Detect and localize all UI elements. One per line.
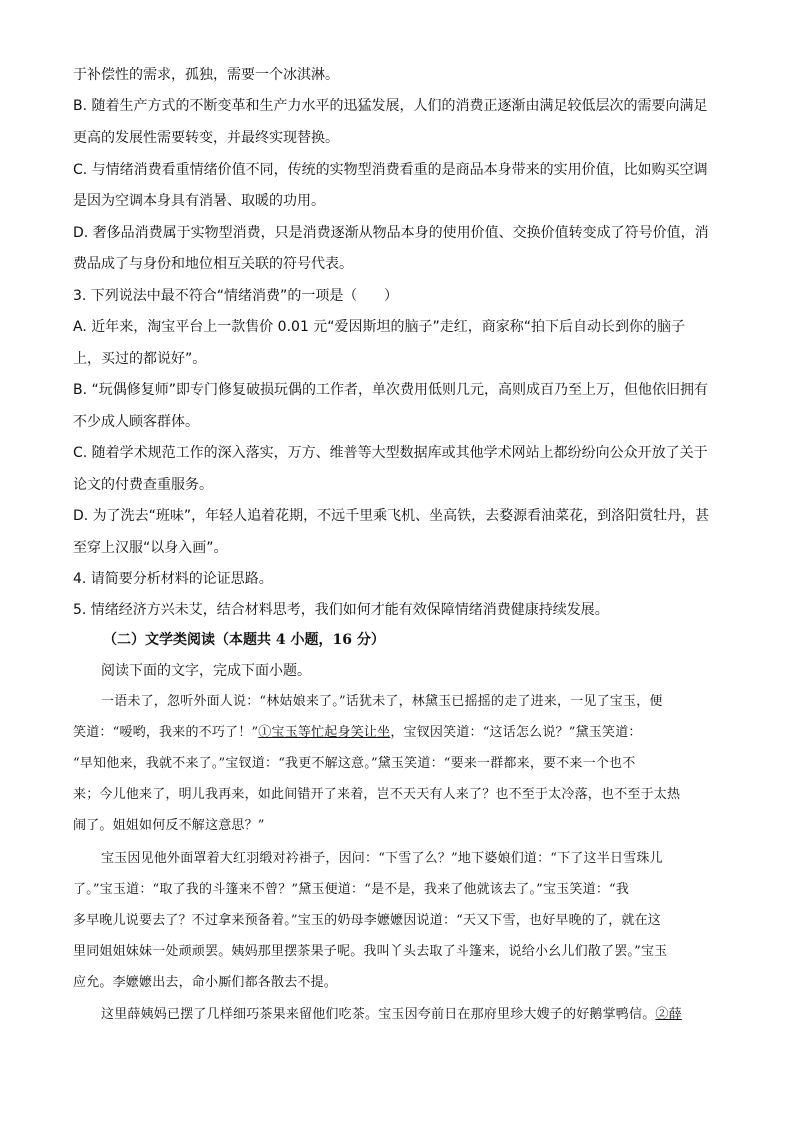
passage-p1-line-4: 来；今儿他来了，明儿我再来，如此间错开了来着，岂不天天有人来了？也不至于太冷落，也不至于太热 [73, 787, 681, 802]
underlined-mark-2: ②薛 [655, 1007, 682, 1022]
option-c-line-2: 是因为空调本身具有消暑、取暖的功用。 [73, 193, 325, 209]
section-heading: （二）文学类阅读（本题共 4 小题，16 分） [103, 632, 385, 648]
passage-p2-line-1: 宝玉因见他外面罩着大红羽缎对衿褂子，因问：“下雪了么？”地下婆娘们道：“下了这半日雪珠儿 [101, 851, 663, 866]
underlined-mark-1: ①宝玉等忙起身笑让坐 [258, 725, 391, 740]
reading-instruction: 阅读下面的文字，完成下面小题。 [101, 663, 311, 679]
option-a-continued: 于补偿性的需求，孤独，需要一个冰淇淋。 [73, 67, 339, 83]
q3-option-c-line-2: 论文的付费查重服务。 [73, 477, 213, 493]
passage-text: 这里薛姨妈已摆了几样细巧茶果来留他们吃茶。宝玉因夸前日在那府里珍大嫂子的好鹅掌鸭信。 [101, 1007, 656, 1022]
q3-option-d-line-1: D. 为了洗去“班味”，年轻人追着花期，不远千里乘飞机、坐高铁，去婺源看油菜花，到洛阳赏牡丹，甚 [73, 508, 710, 524]
option-b-line-2: 更高的发展性需要转变，并最终实现替换。 [73, 130, 339, 146]
q3-option-b-line-2: 不少成人顾客群体。 [73, 414, 199, 430]
passage-p3-line-1 [101, 1005, 682, 1025]
q3-option-b-line-1: B. “玩偶修复师”即专门修复破损玩偶的工作者，单次费用低则几元，高则成百乃至上万，但他依旧拥有 [73, 382, 709, 398]
option-d-line-2: 费品成了与身份和地位相互关联的符号代表。 [73, 256, 353, 272]
option-b-line-1: B. 随着生产方式的不断变革和生产力水平的迅猛发展，人们的消费正逐渐由满足较低层次的需要向满足 [73, 98, 708, 114]
passage-p1-line-5: 闹了。姐姐如何反不解这意思？” [73, 818, 265, 833]
q3-option-d-line-2: 至穿上汉服“以身入画”。 [73, 540, 228, 556]
option-c-line-1: C. 与情绪消费看重情绪价值不同，传统的实物型消费看重的是商品本身带来的实用价值，比如购买空调 [73, 162, 708, 178]
passage-p1-line-1: 一语未了，忽听外面人说：“林姑娘来了。”话犹未了，林黛玉已摇摇的走了进来，一见了宝玉，便 [101, 694, 663, 709]
passage-p1-line-3: “早知他来，我就不来了。”宝钗道：“我更不解这意。”黛玉笑道：“要来一群都来，要不来一个也不 [73, 756, 636, 771]
passage-p2-line-2: 了。”宝玉道：“取了我的斗篷来不曾？”黛玉便道：“是不是，我来了他就该去了。”宝玉笑道：“我 [73, 882, 630, 897]
passage-text: ，宝钗因笑道：“这话怎么说？”黛玉笑道： [390, 725, 642, 740]
passage-p2-line-5: 应允。李嬷嬷出去，命小厮们都各散去不提。 [73, 975, 338, 990]
passage-p1-line-2 [73, 723, 642, 743]
question-5: 5. 情绪经济方兴未艾，结合材料思考，我们如何才能有效保障情绪消费健康持续发展。 [73, 602, 609, 618]
passage-text: 笑道：“嗳哟，我来的不巧了！” [73, 725, 259, 740]
q3-option-a-line-2: 上，买过的都说好”。 [73, 351, 207, 367]
passage-p2-line-4: 里同姐姐妹妹一处顽顽罢。姨妈那里摆茶果子呢。我叫丫头去取了斗篷来，说给小幺儿们散了罢。”宝玉 [73, 944, 668, 959]
question-3: 3. 下列说法中最不符合“情绪消费”的一项是（ ） [73, 288, 399, 304]
q3-option-a-line-1: A. 近年来，淘宝平台上一款售价 0.01 元“爱因斯坦的脑子”走红，商家称“拍下后自动长到你的脑子 [73, 319, 686, 335]
question-4: 4. 请简要分析材料的论证思路。 [73, 571, 273, 587]
q3-option-c-line-1: C. 随着学术规范工作的深入落实，万方、维普等大型数据库或其他学术网站上都纷纷向公众开放了关于 [73, 445, 708, 461]
option-d-line-1: D. 奢侈品消费属于实物型消费，只是消费逐渐从物品本身的使用价值、交换价值转变成了符号价值，消 [73, 225, 709, 241]
passage-p2-line-3: 多早晚儿说要去了？不过拿来预备着。”宝玉的奶母李嬷嬷因说道：“天又下雪，也好早晚的了，就在这 [73, 913, 661, 928]
